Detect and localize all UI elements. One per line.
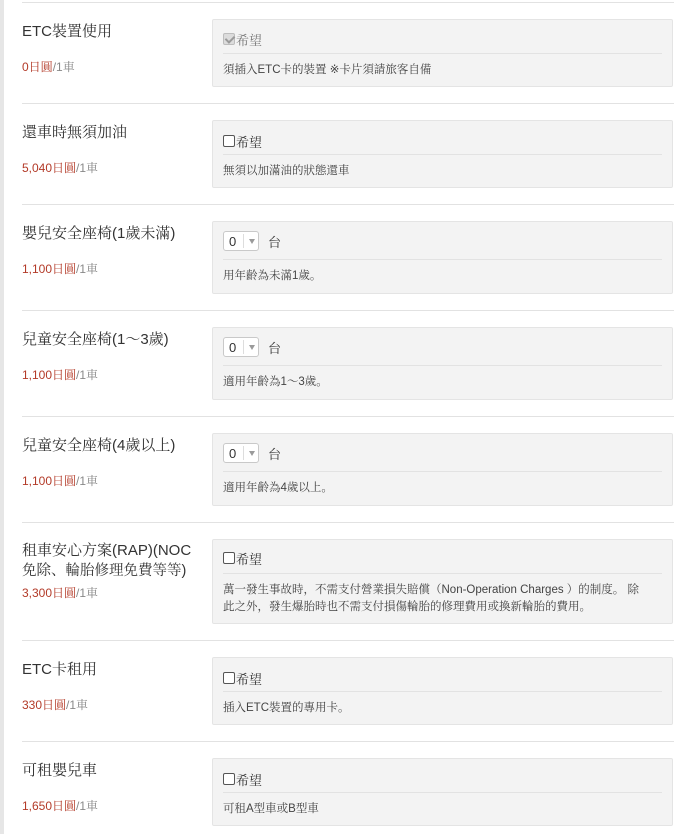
option-description: 適用年齡為4歲以上。 [223,482,333,494]
checkbox-label: 希望 [236,32,263,48]
stroller-checkbox-group[interactable] [223,769,262,789]
option-description: 須插入ETC卡的裝置 ※卡片須請旅客自備 [223,64,432,76]
divider [22,741,674,742]
divider [22,2,674,3]
box-divider [223,259,662,260]
stroller-checkbox[interactable] [223,773,235,785]
option-name: 還車時無須加油 [22,124,128,141]
option-name-line-2: 免除、輪胎修理免費等等) [22,563,187,579]
option-price: 5,040日圓/1車 [22,161,99,175]
option-description: 插入ETC裝置的專用卡。 [223,702,350,714]
divider [22,640,674,641]
rap-plan-checkbox[interactable] [223,552,235,564]
option-price: 1,100日圓/1車 [22,474,99,488]
etc-card-checkbox[interactable] [223,672,235,684]
booster-seat-quantity-select[interactable]: 0 [223,443,259,463]
description-line-1: 萬一發生事故時，不需支付營業損失賠償（Non-Operation Charges ）的制度。 除 [223,584,639,596]
option-price: 330日圓/1車 [22,698,89,712]
checkbox-label: 希望 [236,772,263,788]
option-price: 1,100日圓/1車 [22,262,99,276]
description-line-2: 此之外，發生爆胎時也不需支付損傷輪胎的修理費用或換新輪胎的費用。 [223,601,591,613]
option-name: 嬰兒安全座椅(1歲未滿) [22,225,176,242]
option-box [212,657,673,725]
option-box [212,758,673,826]
rap-plan-checkbox-group[interactable] [223,548,262,568]
option-box [212,221,673,294]
option-name: ETC裝置使用 [22,23,113,40]
option-name: ETC卡租用 [22,661,98,678]
option-box [212,120,673,188]
option-name: 兒童安全座椅(1～3歲) [22,331,169,348]
option-box [212,327,673,400]
left-border [0,0,4,834]
infant-seat-quantity-select[interactable]: 0 [223,231,259,251]
option-price: 1,100日圓/1車 [22,368,99,382]
unit-label: 台 [268,234,282,250]
box-divider [223,154,662,155]
no-refuel-checkbox[interactable] [223,135,235,147]
option-name: 兒童安全座椅(4歲以上) [22,437,176,454]
option-description: 無須以加滿油的狀態還車 [223,165,350,177]
chevron-down-icon [249,345,255,350]
divider [22,522,674,523]
chevron-down-icon [249,239,255,244]
divider [22,416,674,417]
checkbox-label: 希望 [236,551,263,567]
option-box [212,539,673,624]
box-divider [223,573,662,574]
booster-seat-quantity [223,443,281,463]
option-name: 可租嬰兒車 [22,762,98,779]
child-seat-quantity-select[interactable]: 0 [223,337,259,357]
option-description: 用年齡為未滿1歲。 [223,270,322,282]
unit-label: 台 [268,446,282,462]
infant-seat-quantity [223,231,281,251]
option-name-line-1: 租車安心方案(RAP)(NOC [22,542,192,559]
box-divider [223,792,662,793]
option-box [212,433,673,506]
option-price: 0日圓/1車 [22,60,75,74]
no-refuel-checkbox-group[interactable] [223,131,262,151]
divider [22,310,674,311]
option-description [223,582,662,616]
option-price: 1,650日圓/1車 [22,799,99,813]
child-seat-quantity [223,337,281,357]
box-divider [223,53,662,54]
option-description: 適用年齡為1～3歲。 [223,376,328,388]
box-divider [223,471,662,472]
option-description: 可租A型車或B型車 [223,803,319,815]
etc-device-checkbox[interactable] [223,33,235,45]
box-divider [223,365,662,366]
etc-device-checkbox-group[interactable] [223,29,262,49]
chevron-down-icon [249,451,255,456]
option-box [212,19,673,87]
checkbox-label: 希望 [236,134,263,150]
option-price: 3,300日圓/1車 [22,586,99,600]
unit-label: 台 [268,340,282,356]
divider [22,204,674,205]
checkbox-label: 希望 [236,671,263,687]
box-divider [223,691,662,692]
divider [22,103,674,104]
etc-card-checkbox-group[interactable] [223,668,262,688]
